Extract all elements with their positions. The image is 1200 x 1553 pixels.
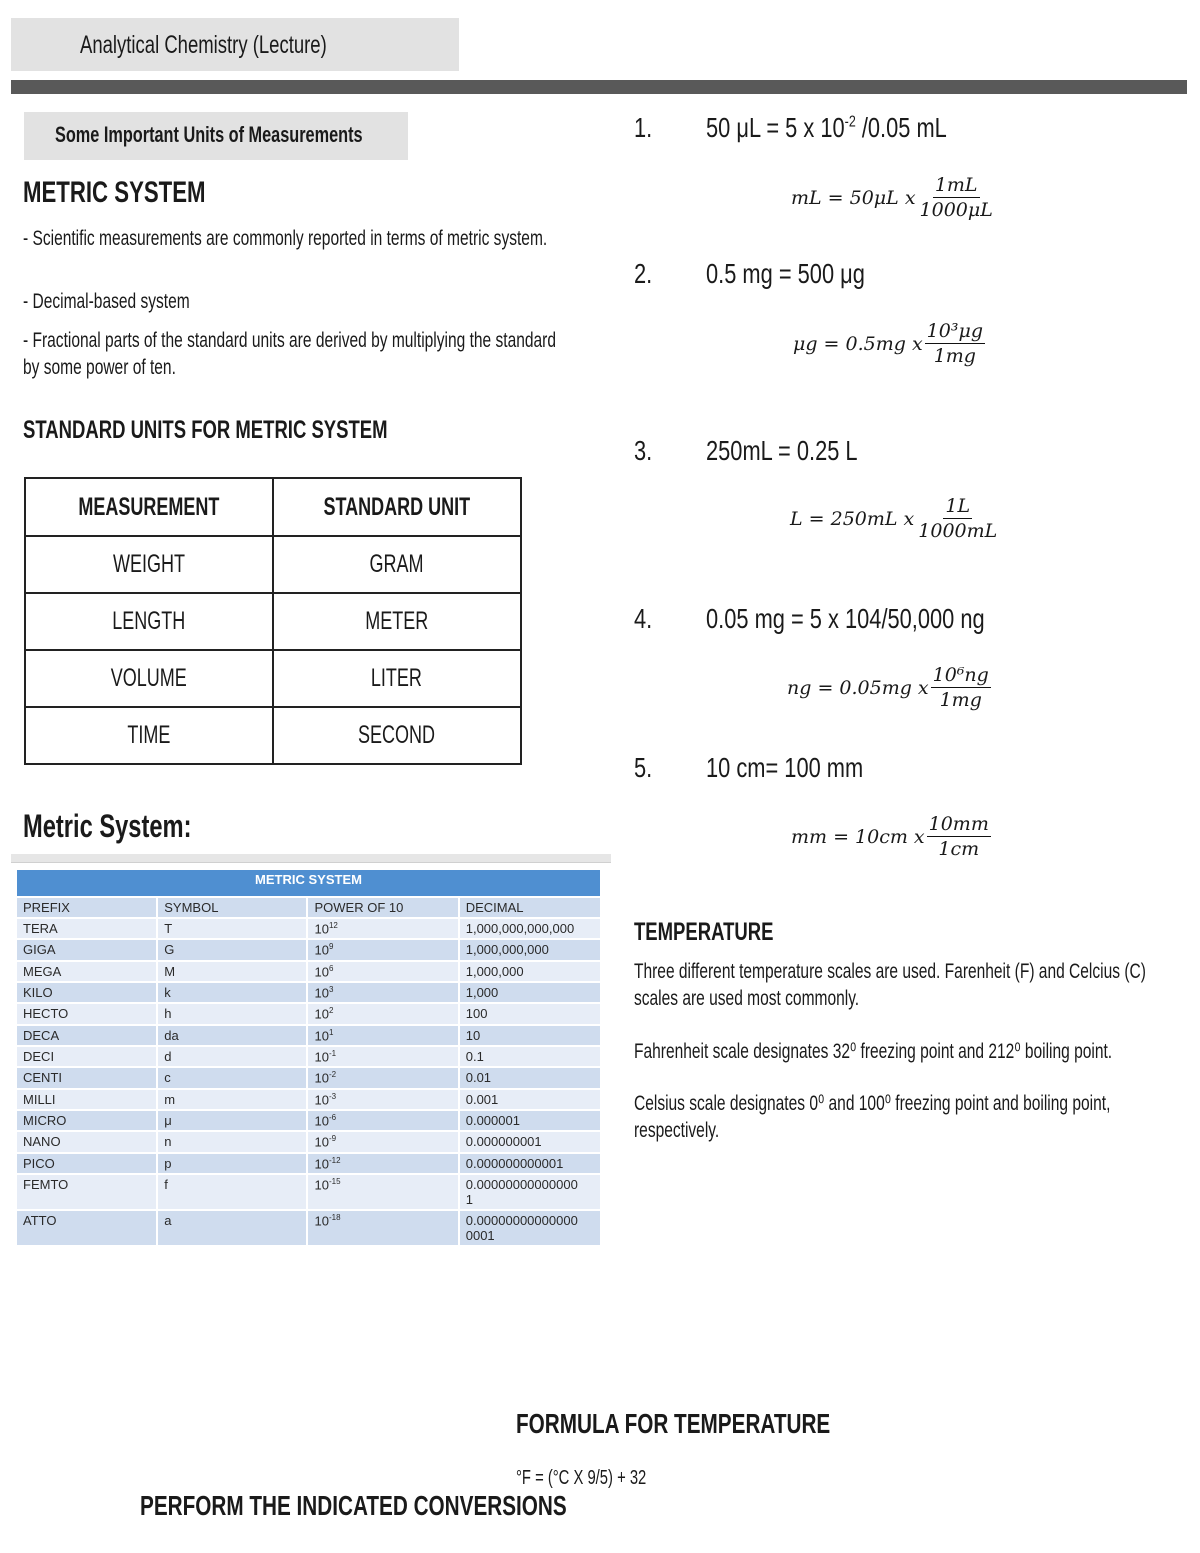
prefix-cell-power xyxy=(307,1174,458,1210)
power-exponent: -12 xyxy=(328,1155,341,1165)
prefix-cell-prefix: CENTI xyxy=(17,1067,157,1088)
fraction-denominator: 1000μL xyxy=(919,199,993,221)
header-divider xyxy=(11,80,1187,94)
column-header: POWER OF 10 xyxy=(307,897,458,918)
prefix-cell-prefix: DECI xyxy=(17,1046,157,1067)
power-base: 10 xyxy=(314,1213,329,1229)
prefix-cell-power xyxy=(307,918,458,939)
prefix-table-title: METRIC SYSTEM xyxy=(17,870,601,897)
table-row xyxy=(25,650,521,707)
metric-system-heading: METRIC SYSTEM xyxy=(23,176,206,209)
prefix-cell-decimal: 0.000000001 xyxy=(459,1131,601,1152)
prefix-cell-power xyxy=(307,1110,458,1131)
prefix-cell-symbol: m xyxy=(157,1089,307,1110)
fraction-denominator: 1mg xyxy=(933,345,976,367)
prefix-cell-decimal: 0.00000000000000 1 xyxy=(459,1174,601,1210)
prefix-cell-power xyxy=(307,961,458,982)
fraction-denominator: 1000mL xyxy=(918,520,998,542)
power-exponent: 1 xyxy=(328,1027,334,1037)
problem-5-text: 10 cm= 100 mm xyxy=(706,752,864,783)
prefix-cell-prefix: ATTO xyxy=(17,1210,157,1246)
prefix-row xyxy=(17,918,601,939)
power-exponent: -2 xyxy=(328,1070,337,1080)
power-base: 10 xyxy=(314,963,329,979)
prefix-cell-decimal: 1,000 xyxy=(459,982,601,1003)
prefix-cell-prefix: MICRO xyxy=(17,1110,157,1131)
prefix-cell-decimal: 0.1 xyxy=(459,1046,601,1067)
power-exponent: 3 xyxy=(328,984,334,994)
prefix-cell-prefix: PICO xyxy=(17,1153,157,1174)
fraction-numerator: 1L xyxy=(945,495,971,517)
power-exponent: 2 xyxy=(328,1006,334,1016)
prefix-cell-decimal: 0.01 xyxy=(459,1067,601,1088)
fraction-numerator: 10³μg xyxy=(926,320,983,342)
prefix-cell-power xyxy=(307,1210,458,1246)
divider xyxy=(11,854,611,863)
prefix-cell-prefix: HECTO xyxy=(17,1003,157,1024)
prefix-row xyxy=(17,1067,601,1088)
power-exponent: 6 xyxy=(328,963,334,973)
power-exponent: -18 xyxy=(328,1212,341,1222)
prefix-cell-symbol: T xyxy=(157,918,307,939)
fraction-numerator: 10mm xyxy=(928,813,989,835)
prefix-cell-decimal: 1,000,000,000 xyxy=(459,939,601,960)
table-cell: GRAM xyxy=(273,536,521,593)
equation-5 xyxy=(791,813,991,860)
problem-4-number: 4. xyxy=(634,603,653,634)
power-base: 10 xyxy=(314,942,329,958)
power-base: 10 xyxy=(314,1070,329,1086)
prefix-cell-power xyxy=(307,1131,458,1152)
table-cell: VOLUME xyxy=(25,650,273,707)
prefix-cell-power xyxy=(307,1003,458,1024)
problem-5-number: 5. xyxy=(634,752,653,783)
prefix-cell-symbol: d xyxy=(157,1046,307,1067)
problem-1-number: 1. xyxy=(634,112,653,143)
prefix-cell-prefix: KILO xyxy=(17,982,157,1003)
power-base: 10 xyxy=(314,1027,329,1043)
prefix-row xyxy=(17,1174,601,1210)
prefix-cell-power xyxy=(307,1153,458,1174)
prefix-table-title-row xyxy=(17,870,601,897)
prefix-cell-prefix: NANO xyxy=(17,1131,157,1152)
prefix-cell-power xyxy=(307,1089,458,1110)
table-cell: SECOND xyxy=(273,707,521,764)
column-header: MEASUREMENT xyxy=(25,478,273,536)
prefix-cell-prefix: MEGA xyxy=(17,961,157,982)
temperature-paragraph-2: Fahrenheit scale designates 32⁰ freezing point and 212⁰ boiling point. xyxy=(634,1040,1113,1063)
prefix-cell-prefix: TERA xyxy=(17,918,157,939)
table-row xyxy=(25,593,521,650)
prefix-row xyxy=(17,982,601,1003)
metric-system-subheading: Metric System: xyxy=(23,808,192,844)
prefix-cell-symbol: n xyxy=(157,1131,307,1152)
prefix-row xyxy=(17,1025,601,1046)
prefix-row xyxy=(17,1003,601,1024)
prefix-table xyxy=(17,870,602,1247)
problem-2-text: 0.5 mg = 500 μg xyxy=(706,258,865,289)
prefix-row xyxy=(17,1153,601,1174)
fraction-denominator: 1mg xyxy=(939,689,982,711)
problem-4-text: 0.05 mg = 5 x 104/50,000 ng xyxy=(706,603,985,634)
table-row xyxy=(25,707,521,764)
power-base: 10 xyxy=(314,921,329,937)
table-cell: METER xyxy=(273,593,521,650)
problem-3-text: 250mL = 0.25 L xyxy=(706,435,858,466)
prefix-cell-symbol: M xyxy=(157,961,307,982)
prefix-cell-decimal: 1,000,000 xyxy=(459,961,601,982)
prefix-row xyxy=(17,1089,601,1110)
prefix-row xyxy=(17,1210,601,1246)
power-base: 10 xyxy=(314,1155,329,1171)
prefix-row xyxy=(17,1110,601,1131)
prefix-row xyxy=(17,1131,601,1152)
prefix-cell-symbol: h xyxy=(157,1003,307,1024)
equation-lhs: mL = 50μL x xyxy=(791,186,916,209)
prefix-table-header-row xyxy=(17,897,601,918)
standard-units-heading: STANDARD UNITS FOR METRIC SYSTEM xyxy=(23,416,388,444)
power-exponent: -3 xyxy=(328,1091,337,1101)
equation-lhs: mm = 10cm x xyxy=(791,825,925,848)
power-exponent: -1 xyxy=(328,1048,337,1058)
table-cell: LENGTH xyxy=(25,593,273,650)
power-exponent: -6 xyxy=(328,1112,337,1122)
power-base: 10 xyxy=(314,1113,329,1129)
prefix-cell-prefix: GIGA xyxy=(17,939,157,960)
prefix-cell-prefix: DECA xyxy=(17,1025,157,1046)
column-header: PREFIX xyxy=(17,897,157,918)
power-exponent: -9 xyxy=(328,1134,337,1144)
prefix-cell-decimal: 0.00000000000000 0001 xyxy=(459,1210,601,1246)
fraction-denominator: 1cm xyxy=(938,838,980,860)
prefix-cell-power xyxy=(307,1067,458,1088)
prefix-cell-symbol: k xyxy=(157,982,307,1003)
prefix-cell-decimal: 0.000001 xyxy=(459,1110,601,1131)
power-exponent: 12 xyxy=(328,921,338,930)
temperature-paragraph-3: Celsius scale designates 0⁰ and 100⁰ freezing point and boiling point, respectively. xyxy=(634,1092,1111,1142)
standard-units-table xyxy=(24,477,522,765)
formula-heading: FORMULA FOR TEMPERATURE xyxy=(516,1408,831,1439)
metric-point-1: - Scientific measurements are commonly reported in terms of metric system. xyxy=(23,227,548,250)
prefix-cell-power xyxy=(307,1046,458,1067)
temperature-formula: °F = (°C X 9/5) + 32 xyxy=(516,1467,647,1489)
prefix-row xyxy=(17,961,601,982)
prefix-cell-symbol: da xyxy=(157,1025,307,1046)
section-tag-label: Some Important Units of Measurements xyxy=(55,122,363,147)
problem-1-text: 50 μL = 5 x $10^{-2}$ /0.05 mL xyxy=(706,112,947,143)
prefix-cell-symbol: p xyxy=(157,1153,307,1174)
column-header: DECIMAL xyxy=(459,897,601,918)
table-header-row xyxy=(25,478,521,536)
equation-lhs: ng = 0.05mg x xyxy=(787,676,929,699)
prefix-cell-decimal: 1,000,000,000,000 xyxy=(459,918,601,939)
problem-2-number: 2. xyxy=(634,258,653,289)
equation-lhs: L = 250mL x xyxy=(790,507,915,530)
metric-point-2: - Decimal-based system xyxy=(23,290,190,313)
equation-4 xyxy=(787,664,991,711)
equation-3 xyxy=(790,495,999,542)
equation-2 xyxy=(793,320,985,367)
prefix-cell-symbol: c xyxy=(157,1067,307,1088)
prefix-cell-symbol: μ xyxy=(157,1110,307,1131)
perform-conversions-heading: PERFORM THE INDICATED CONVERSIONS xyxy=(140,1490,567,1521)
temperature-heading: TEMPERATURE xyxy=(634,918,774,946)
fraction-numerator: 10⁶ng xyxy=(932,664,989,686)
column-header: STANDARD UNIT xyxy=(273,478,521,536)
page-title: Analytical Chemistry (Lecture) xyxy=(80,31,327,59)
power-base: 10 xyxy=(314,1177,329,1193)
fraction-numerator: 1mL xyxy=(934,174,978,196)
prefix-cell-decimal: 0.000000000001 xyxy=(459,1153,601,1174)
power-base: 10 xyxy=(314,985,329,1001)
power-base: 10 xyxy=(314,1091,329,1107)
prefix-cell-power xyxy=(307,982,458,1003)
prefix-row xyxy=(17,1046,601,1067)
prefix-cell-symbol: f xyxy=(157,1174,307,1210)
power-base: 10 xyxy=(314,1006,329,1022)
power-exponent: -15 xyxy=(328,1176,341,1186)
prefix-cell-prefix: MILLI xyxy=(17,1089,157,1110)
power-base: 10 xyxy=(314,1134,329,1150)
table-cell: LITER xyxy=(273,650,521,707)
column-header: SYMBOL xyxy=(157,897,307,918)
prefix-cell-power xyxy=(307,1025,458,1046)
equation-lhs: μg = 0.5mg x xyxy=(793,332,923,355)
prefix-cell-decimal: 0.001 xyxy=(459,1089,601,1110)
table-cell: TIME xyxy=(25,707,273,764)
metric-point-3: - Fractional parts of the standard units are derived by multiplying the standard by some power of ten. xyxy=(23,329,556,379)
prefix-cell-decimal: 100 xyxy=(459,1003,601,1024)
prefix-cell-power xyxy=(307,939,458,960)
prefix-cell-prefix: FEMTO xyxy=(17,1174,157,1210)
equation-1 xyxy=(791,174,995,221)
temperature-paragraph-1: Three different temperature scales are used. Farenheit (F) and Celcius (C) scales are used most commonly. xyxy=(634,960,1146,1010)
problem-3-number: 3. xyxy=(634,435,653,466)
power-exponent: 9 xyxy=(328,942,334,952)
prefix-cell-decimal: 10 xyxy=(459,1025,601,1046)
prefix-cell-symbol: G xyxy=(157,939,307,960)
power-base: 10 xyxy=(314,1049,329,1065)
table-cell: WEIGHT xyxy=(25,536,273,593)
table-row xyxy=(25,536,521,593)
prefix-row xyxy=(17,939,601,960)
prefix-cell-symbol: a xyxy=(157,1210,307,1246)
